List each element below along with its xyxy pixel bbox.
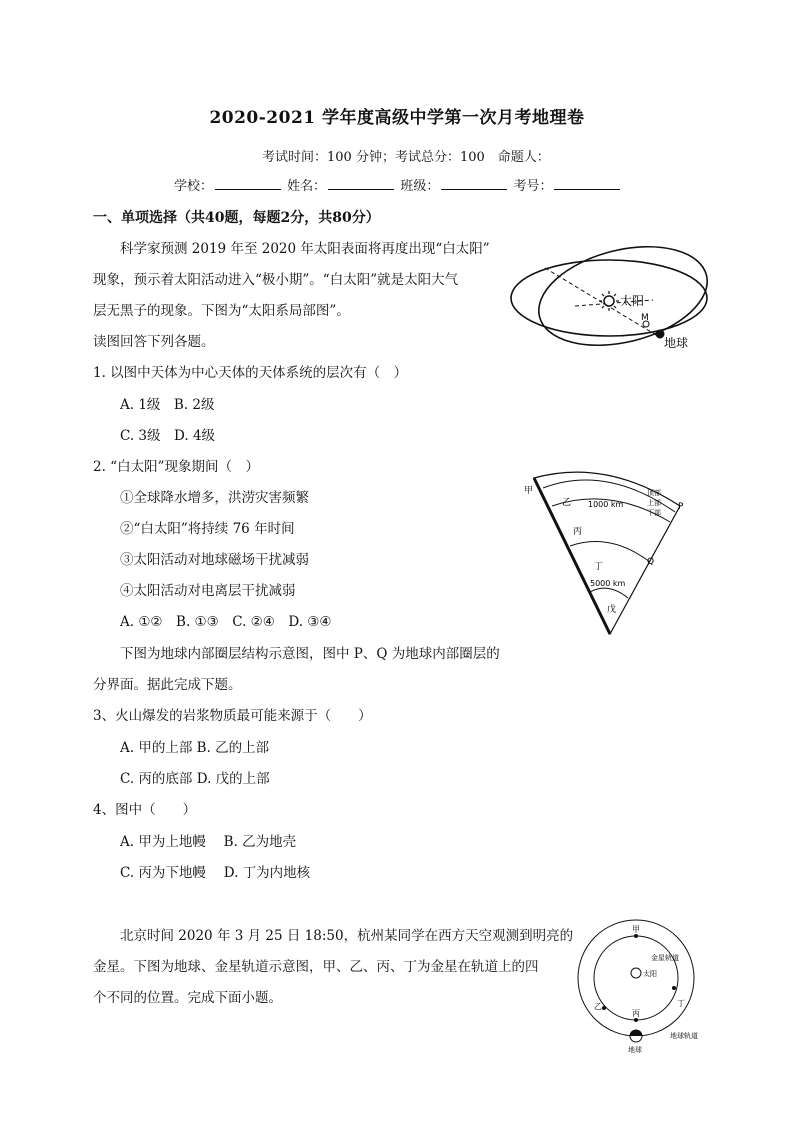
jia-label: 甲 [524,486,534,496]
q3-stem: 3、火山爆发的岩浆物质最可能来源于（ ） [93,708,372,724]
earth-label: 地球 [628,1046,642,1054]
q2-item: ②“白太阳”将持续 76 年时间 [120,521,295,537]
q4-options: C. 丙为下地幔 D. 丁为内地核 [120,865,311,881]
sun-icon [604,296,614,306]
yi-label: 乙 [594,1002,602,1011]
exam-info: 考试时间：100 分钟；考试总分：100 命题人： [262,150,550,165]
jia-label: 甲 [632,925,640,934]
bing-label: 丙 [573,527,583,537]
orbit-figure [570,912,712,1058]
passage3-line: 个不同的位置。完成下面小题。 [93,990,282,1006]
passage3-line: 金星。下图为地球、金星轨道示意图，甲、乙、丙、丁为金星在轨道上的四 [93,959,539,975]
yi-label: 乙 [562,498,572,508]
q3-options: C. 丙的底部 D. 戊的上部 [120,771,270,787]
ding-label: 丁 [677,999,685,1008]
q4-options: A. 甲为上地幔 B. 乙为地壳 [120,834,297,850]
earth-label: 地球 [664,336,689,350]
layer-lower-label: 下部 [647,509,661,517]
earth-orbit-label: 地球轨道 [670,1032,698,1040]
sun-icon [631,968,641,978]
passage3-line: 北京时间 2020 年 3 月 25 日 18:50，杭州某同学在西方天空观测到明亮的 [120,928,574,944]
earth-shadow-icon [630,1030,642,1036]
q2-stem: 2. “白太阳”现象期间（ ） [93,459,259,475]
solar-system-figure [505,238,713,356]
class-label: 班级： [400,179,440,194]
passage2-line: 下图为地球内部圈层结构示意图，图中 P、Q 为地球内部圈层的 [120,646,500,662]
q2-item: ④太阳活动对电离层干扰减弱 [120,583,296,599]
q2-item: ③太阳活动对地球磁场干扰减弱 [120,552,309,568]
passage1-line: 层无黑子的现象。下图为“太阳系局部图”。 [93,303,350,319]
layer-top-label: 顶部 [647,489,661,497]
section-heading: 一、单项选择（共40题，每题2分，共80分） [93,210,380,226]
p-label: P [678,502,684,512]
passage1-line: 科学家预测 2019 年至 2020 年太阳表面将再度出现“白太阳” [120,241,490,257]
depth-5000-label: 5000 km [590,579,626,588]
q-label: Q [647,557,655,567]
class-blank[interactable] [441,175,507,190]
earth-interior-figure [510,466,692,638]
venus-position-icon [634,1018,638,1022]
layer-upper-label: 上部 [647,499,661,507]
m-label: M [641,313,649,323]
venus-position-icon [602,1006,606,1010]
venus-position-icon [634,934,638,938]
wu-label: 戊 [607,605,617,615]
id-label: 考号： [513,179,553,194]
ding-label: 丁 [594,562,604,572]
name-label: 姓名： [287,179,327,194]
page-title: 2020-2021 学年度高级中学第一次月考地理卷 [209,108,585,128]
q1-options: A. 1级 B. 2级 [120,397,215,413]
sun-label: 太阳 [643,970,657,978]
passage1-line: 读图回答下列各题。 [93,334,215,350]
name-blank[interactable] [328,175,394,190]
bing-label: 丙 [632,1009,640,1018]
q1-stem: 1. 以图中天体为中心天体的天体系统的层次有（ ） [93,365,408,381]
school-label: 学校： [174,179,214,194]
sun-label: 太阳 [620,294,645,308]
q2-options: A. ①② B. ①③ C. ②④ D. ③④ [120,614,332,630]
passage1-line: 现象，预示着太阳活动进入“极小期”。“白太阳”就是太阳大气 [93,272,459,288]
student-info-fields [174,175,622,194]
q4-stem: 4、图中（ ） [93,802,197,818]
q2-item: ①全球降水增多，洪涝灾害频繁 [120,490,309,506]
passage2-line: 分界面。据此完成下题。 [93,677,242,693]
q3-options: A. 甲的上部 B. 乙的上部 [120,740,270,756]
venus-orbit-label: 金星轨道 [651,954,679,962]
q1-options: C. 3级 D. 4级 [120,428,216,444]
depth-1000-label: 1000 km [588,500,624,509]
id-blank[interactable] [554,175,620,190]
venus-position-icon [672,986,676,990]
school-blank[interactable] [215,175,281,190]
